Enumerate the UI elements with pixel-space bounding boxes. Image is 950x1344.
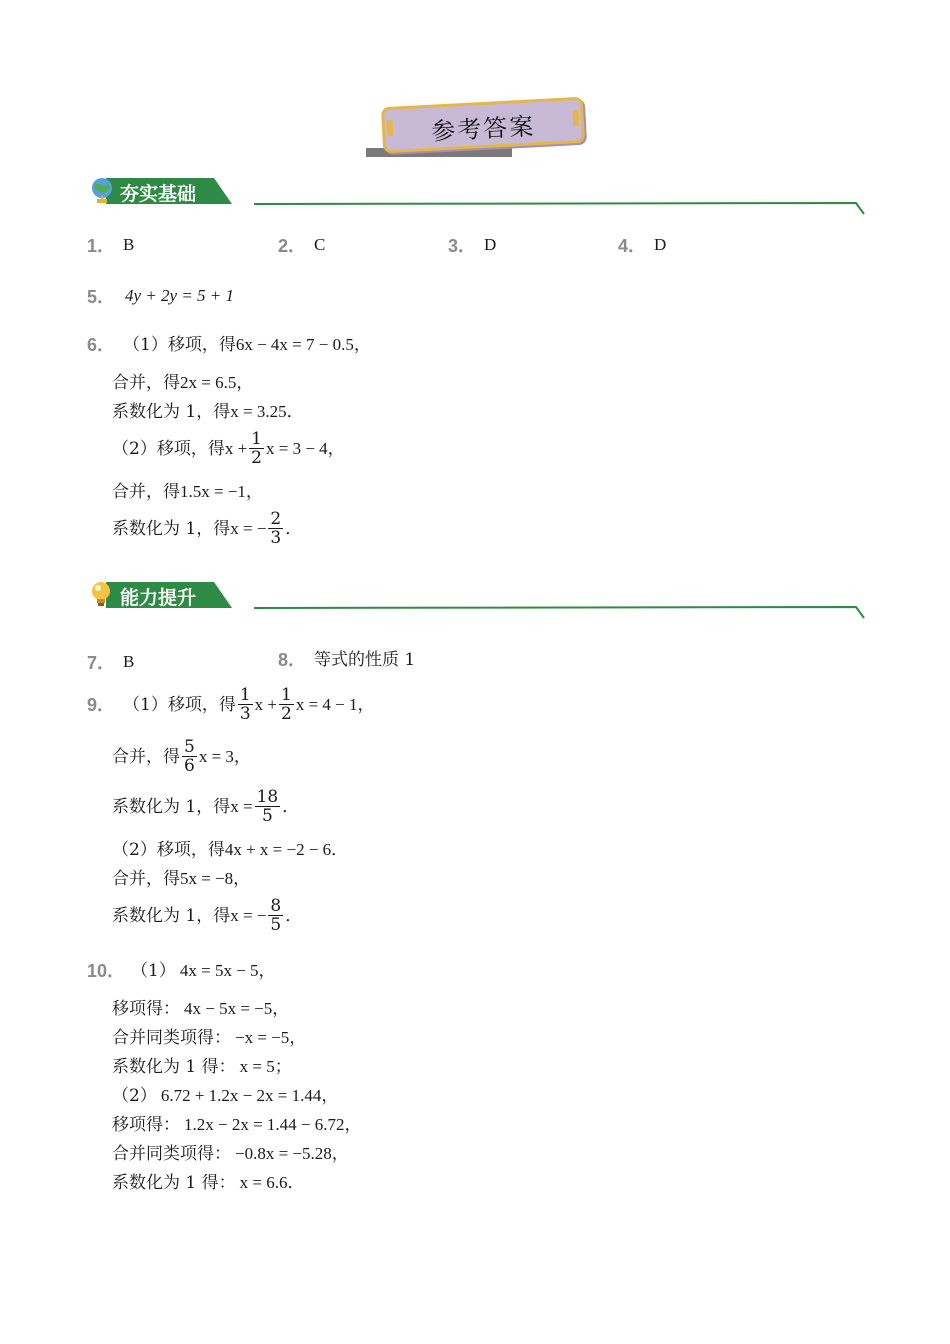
- q9-p1-l3-b: ．: [282, 796, 300, 816]
- q6-p2-l3-label: 系数化为 1，得: [112, 518, 231, 539]
- fraction-denominator: 3: [239, 704, 251, 724]
- q10-p1-label: （1）: [131, 961, 176, 981]
- q1-row: [87, 232, 134, 258]
- q9-p1-mid: x +: [254, 694, 278, 714]
- fraction-numerator: 5: [184, 737, 195, 757]
- q6-line-4: [112, 430, 345, 467]
- fraction-numerator: 18: [256, 787, 279, 807]
- q6-number: 6．: [87, 335, 116, 355]
- q9-p1-l2-label: 合并，得: [112, 746, 180, 767]
- q1-answer: B: [123, 235, 135, 254]
- q9-p1-label: （1）移项，得: [123, 694, 236, 715]
- q9-line-1: [87, 686, 375, 723]
- q10-line-2: [112, 998, 289, 1020]
- q10-l8-equation: x = 6.6．: [239, 1173, 305, 1192]
- q10-l6-equation: 1.2x − 2x = 1.44 − 6.72，: [184, 1115, 362, 1134]
- q4-number: 4．: [618, 236, 647, 256]
- q6-p1-l3-label: 系数化为 1，得: [112, 402, 231, 422]
- q6-p1-equation: 6x − 4x = 7 − 0.5，: [235, 335, 371, 354]
- q10-l6-label: 移项得：: [112, 1115, 180, 1135]
- q10-number: 10．: [87, 961, 126, 981]
- q10-l7-equation: −0.8x = −5.28，: [235, 1144, 349, 1163]
- header-banner: [366, 96, 586, 162]
- q5-number: 5．: [87, 287, 116, 307]
- q1-number: 1．: [87, 236, 116, 256]
- q10-l7-label: 合并同类项得：: [112, 1144, 231, 1164]
- section-1-title: 夯实基础: [120, 183, 197, 205]
- q6-p2-label: （2）移项，得: [112, 438, 225, 459]
- q6-p2-eq-b: x = 3 − 4，: [266, 438, 345, 458]
- q10-line-8: [112, 1172, 304, 1194]
- q6-p1-l2-equation: 2x = 6.5，: [180, 373, 254, 392]
- q6-line-3: [112, 401, 304, 423]
- q10-l8-label: 系数化为 1 得：: [112, 1173, 236, 1193]
- q9-p2-l3-b: ．: [285, 905, 303, 925]
- section-header-2: [86, 580, 866, 620]
- q7-answer: B: [123, 652, 135, 671]
- q9-p2-l2-label: 合并，得: [112, 869, 180, 889]
- q4-answer: D: [654, 235, 667, 254]
- q6-p1-l2-label: 合并，得: [112, 373, 180, 393]
- q10-l2-label: 移项得：: [112, 999, 180, 1019]
- q9-p2-equation: 4x + x = −2 − 6．: [224, 840, 349, 859]
- q7-number: 7．: [87, 653, 116, 673]
- q2-number: 2．: [278, 236, 307, 256]
- q9-p1-end: x = 4 − 1，: [295, 694, 375, 714]
- fraction-numerator: 1: [251, 429, 262, 449]
- fraction-numerator: 2: [270, 509, 282, 529]
- q6-line-6: [112, 510, 302, 547]
- q6-p2-l2-equation: 1.5x = −1，: [180, 482, 263, 501]
- globe-icon: [88, 176, 116, 206]
- q6-p2-l3-fraction: [268, 510, 283, 547]
- fraction-denominator: 5: [261, 806, 273, 826]
- q2-answer: C: [314, 235, 326, 254]
- q10-l3-equation: −x = −5，: [235, 1028, 307, 1047]
- q9-p2-l3-label: 系数化为 1，得: [112, 905, 231, 926]
- q6-line-1: [87, 334, 371, 356]
- q6-line-5: [112, 481, 263, 503]
- q10-line-4: [112, 1056, 292, 1078]
- q6-p1-l3-equation: x = 3.25．: [230, 402, 304, 421]
- q9-line-3: [112, 788, 299, 825]
- q9-line-4: [112, 839, 348, 861]
- q10-line-1: [87, 960, 276, 982]
- q3-answer: D: [484, 235, 497, 254]
- q2-row: [278, 232, 325, 258]
- q8-row: [278, 649, 415, 671]
- q9-p2-l2-equation: 5x = −8，: [180, 869, 251, 888]
- section-2-title: 能力提升: [120, 587, 197, 609]
- q9-line-5: [112, 868, 250, 890]
- q3-row: [448, 232, 496, 258]
- q9-p2-l3-fraction: [268, 897, 283, 934]
- section-2-tab-shape: [86, 580, 866, 620]
- q6-p2-l3-a: x = −: [230, 518, 267, 538]
- fraction-numerator: 1: [239, 685, 251, 705]
- q6-p2-eq-a: x +: [224, 438, 248, 458]
- lightbulb-icon: [88, 580, 116, 610]
- q6-p2-l3-b: ．: [285, 518, 303, 538]
- q6-p1-label: （1）移项，得: [123, 335, 236, 355]
- q9-p1-l3-label: 系数化为 1，得: [112, 796, 231, 817]
- fraction-numerator: 1: [281, 685, 292, 705]
- fraction-denominator: 2: [281, 704, 292, 724]
- q7-row: [87, 649, 134, 675]
- q10-p2-equation: 6.72 + 1.2x − 2x = 1.44，: [160, 1086, 339, 1105]
- q4-row: [618, 232, 666, 258]
- q9-p1-fraction-2: [279, 686, 294, 723]
- q10-line-3: [112, 1027, 306, 1049]
- q9-p1-l2-fraction: [182, 738, 197, 775]
- q9-p2-l3-a: x = −: [230, 905, 267, 925]
- q10-p1-equation: 4x = 5x − 5，: [179, 961, 276, 980]
- fraction-denominator: 3: [270, 528, 282, 548]
- fraction-denominator: 5: [270, 915, 282, 935]
- q10-l2-equation: 4x − 5x = −5，: [184, 999, 290, 1018]
- q9-line-6: [112, 897, 302, 934]
- q9-number: 9．: [87, 694, 116, 715]
- fraction-denominator: 2: [251, 448, 262, 468]
- q10-l3-label: 合并同类项得：: [112, 1028, 231, 1048]
- q10-l4-equation: x = 5；: [239, 1057, 292, 1076]
- q9-p1-fraction-1: [238, 686, 253, 723]
- q8-number: 8．: [278, 650, 307, 670]
- section-1-tab-shape: [86, 176, 866, 216]
- q9-p2-label: （2）移项，得: [112, 840, 225, 860]
- q10-l4-label: 系数化为 1 得：: [112, 1057, 236, 1077]
- banner-plate: [381, 97, 585, 154]
- fraction-denominator: 6: [184, 756, 195, 776]
- q9-line-2: [112, 738, 251, 775]
- q8-answer: 等式的性质 1: [314, 650, 416, 670]
- q9-p1-l3-fraction: [255, 788, 281, 825]
- q6-p2-l2-label: 合并，得: [112, 482, 180, 502]
- q10-line-7: [112, 1143, 349, 1165]
- q5-row: [87, 283, 234, 309]
- q6-line-2: [112, 372, 253, 394]
- q3-number: 3．: [448, 236, 477, 256]
- page-title: 参考答案: [430, 112, 536, 146]
- fraction-numerator: 8: [270, 896, 282, 916]
- q10-line-5: [112, 1085, 338, 1107]
- q9-p1-l3-a: x =: [230, 796, 253, 816]
- q6-p2-fraction: [249, 430, 264, 467]
- q10-p2-label: （2）: [112, 1086, 157, 1106]
- q5-expression: 4y + 2y = 5 + 1: [125, 286, 235, 305]
- q10-line-6: [112, 1114, 362, 1136]
- q9-p1-l2-end: x = 3，: [198, 746, 251, 766]
- section-header-1: [86, 176, 866, 216]
